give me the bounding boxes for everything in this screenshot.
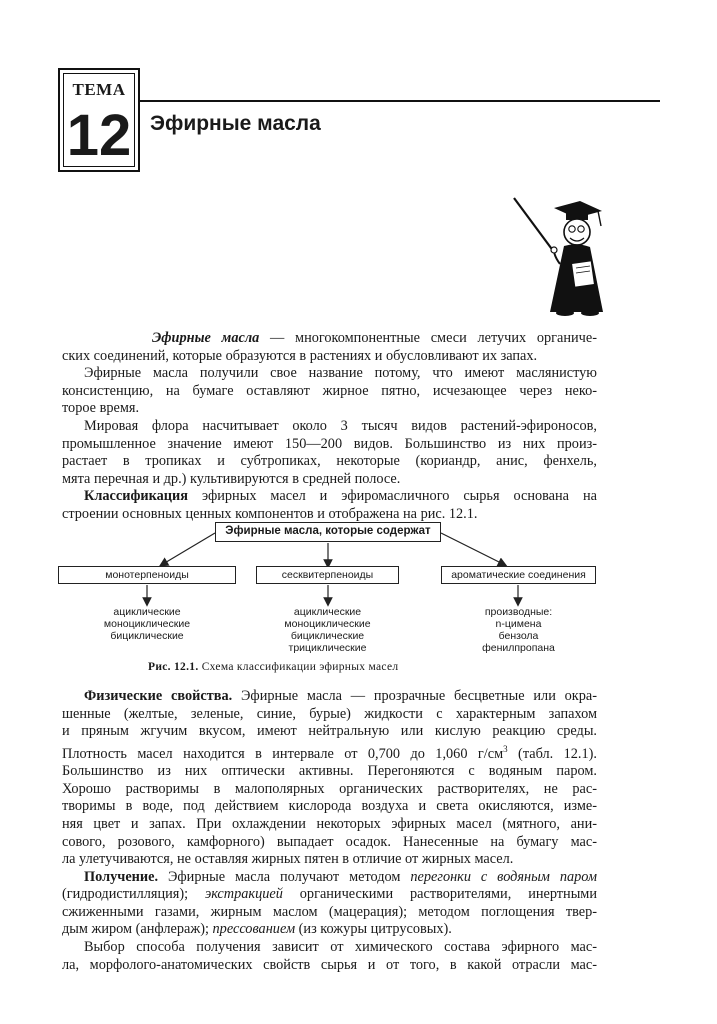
text-line: ских соединений, которые образуются в растениях и обусловливают их запах. [62,347,538,364]
diagram-list-aromatic [441,606,596,654]
emphasis-extraction: экстракцией [204,886,283,903]
text-fragment: (из кожуры цитрусовых). [295,921,452,938]
term-production: Получение. [84,868,159,885]
text-line: — многокомпонентные смеси летучих органиче- [259,330,597,346]
diagram-list-monoterpenoids [58,606,236,642]
connector-left [163,533,215,564]
list-item: моноциклические [284,618,371,630]
text-fragment: (табл. 12.1). [507,745,597,762]
diagram-category-monoterpenoids: монотерпеноиды [58,566,236,584]
text-line: Эфирные масла получили свое название потому, что имеют маслянистую [84,365,597,382]
classification-diagram [58,516,598,668]
term-essential-oils: Эфирные масла [152,330,260,346]
text-line: сового, розового, камфорного) выпадает осадок. Нанесенные на бумагу мас- [62,833,597,850]
text-fragment: дым жиром (анфлераж); [62,921,213,938]
list-item: n-цимена [495,618,542,630]
text-line: Хорошо растворимы в малополярных органических растворителях, не рас- [62,780,597,797]
list-item: моноциклические [103,618,191,630]
theme-number: 12 [66,103,132,168]
figure-caption [148,661,398,673]
header-rule [140,100,660,102]
text-line: ла улетучиваются, не оставляя жирных пятен в отличие от жирных масел. [62,851,514,868]
name-origin-paragraph [62,365,597,418]
text-line [40,741,597,763]
theme-badge [58,68,140,172]
text-line: промышленное значение имеют 150—200 видов. Большинство из них произ- [62,435,597,452]
text-line: строении основных ценных компонентов и отображена на рис. 12.1. [62,505,478,522]
list-item: ациклические [113,606,181,618]
list-item: ациклические [293,606,362,618]
text-fragment: Эфирные масла получают методом [158,868,411,885]
text-line: ла, морфолого-анатомических свойств сырья и от того, в какой отрасли мас- [62,956,597,973]
diagram-list-sesquiterpenoids [256,606,399,654]
text-line: сжиженными газами, жирным маслом (мацерация); методом поглощения твер- [62,903,597,920]
list-item: фенилпропана [482,642,555,654]
text-line: и пряным жгучим вкусом, имеют нейтральную или кислую реакцию среды. [62,723,597,740]
intro-text [62,330,597,524]
text-line: эфирных масел и эфиромасличного сырья основана на [187,488,597,505]
professor-with-pointer-icon [510,192,610,316]
method-choice-paragraph [62,939,597,974]
physical-properties-paragraph [62,688,597,869]
text-line: растает в тропиках и субтропиках, некоторые (кориандр, анис, фенхель, [62,453,597,470]
text-line [40,886,597,904]
theme-label: ТЕМА [72,80,126,99]
list-item: производные: [484,606,553,618]
figure-caption-text: Схема классификации эфирных масел [198,661,399,673]
text-line: консистенцию, на бумаге оставляют жирное пятно, исчезающее через неко- [62,382,597,399]
text-line: Большинство из них оптически активны. Перегоняются с водяным паром. [62,763,597,780]
text-line: Эфирные масла — прозрачные бесцветные или окра- [232,688,597,704]
text-fragment: Плотность масел находится в интервале от 0,700 до 1,060 г/см [62,745,504,762]
term-physical-properties: Физические свойства. [84,688,233,704]
list-item: бензола [498,630,539,642]
superscript: 3 [503,743,508,754]
diagram-category-sesquiterpenoids: сесквитерпеноиды [256,566,399,584]
definition-paragraph [62,330,597,365]
text-line [40,921,597,939]
text-fragment: (гидродистилляция); [62,886,205,903]
emphasis-steam-distillation: перегонки с водяным паром [410,868,598,885]
list-item: трициклические [288,642,367,654]
list-item: бициклические [110,630,184,642]
text-line: Мировая флора насчитывает около 3 тысяч видов растений-эфироносов, [84,417,597,434]
chapter-title: Эфирные масла [150,112,321,135]
text-line: шенные (желтые, зеленые, синие, бурые) жидкости с характерным запахом [62,705,597,722]
text-line: няя цвет и запах. При охлаждении некоторых эфирных масел (мятного, ани- [62,815,597,832]
flora-paragraph [62,418,597,488]
connector-right [441,533,503,564]
text-fragment: органическими растворителями, инертными [282,886,597,903]
text-line: Выбор способа получения зависит от химического состава эфирного мас- [84,939,597,956]
production-paragraph [62,869,597,939]
diagram-root-box: Эфирные масла, которые содержат [215,522,441,542]
text-line: торое время. [62,400,140,417]
text-line: мята перечная и др.) культивируются в средней полосе. [62,470,401,487]
text-line: творимы в воде, под действием кислорода воздуха и света окисляются, изме- [62,798,597,815]
term-classification: Классификация [84,488,188,505]
list-item: бициклические [290,630,365,642]
figure-label: Рис. 12.1. [148,661,199,673]
body-text [62,688,597,974]
emphasis-pressing: прессованием [212,921,296,938]
diagram-category-aromatic: ароматические соединения [441,566,596,584]
